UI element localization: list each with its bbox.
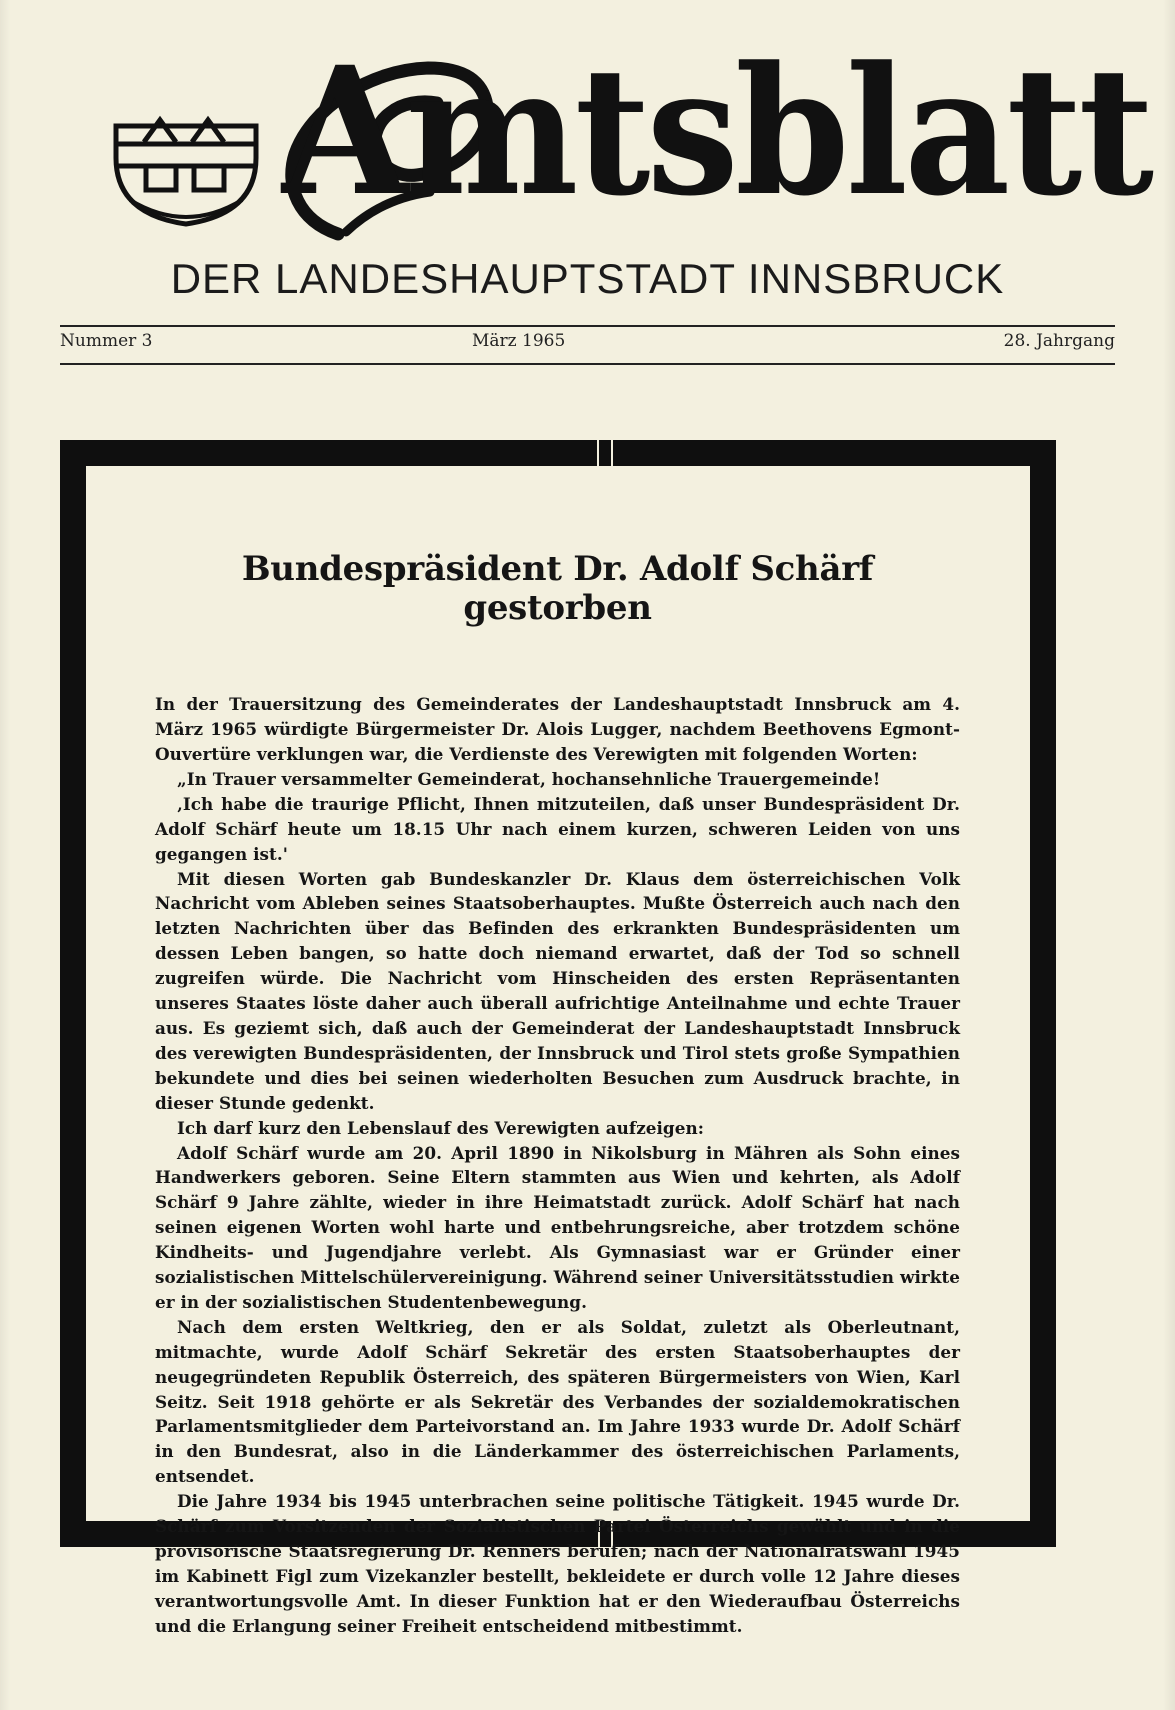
article-paragraph: Ich darf kurz den Lebenslauf des Verewigten aufzeigen: — [177, 1117, 704, 1138]
article-paragraph: Die Jahre 1934 bis 1945 unterbrachen seine politische Tätigkeit. 1945 wurde Dr. Schärf zum Vorsitzenden der Sozialistischen Partei Österreichs gewählt und in die provisorische Staatsregierung Dr. Renners berufen; nach der Nationalratswahl 1945 im Kabinett Figl zum Vizekanzler bestellt, bekleidete er durch volle 12 Jahre dieses verantwortungsvolle Amt. In dieser Funktion hat er den Wiederaufbau Österreichs und die Erlangung seiner Freiheit entscheidend mitbestimmt. — [155, 1491, 960, 1636]
article-paragraph: ‚Ich habe die traurige Pflicht, Ihnen mitzuteilen, daß unser Bundespräsident Dr. Adolf Schärf heute um 18.15 Uhr nach einem kurzen, schweren Leiden von uns gegangen ist.' — [155, 793, 960, 864]
article-paragraph: Nach dem ersten Weltkrieg, den er als Soldat, zuletzt als Oberleutnant, mitmachte, wurde Adolf Schärf Sekretär des ersten Staatsoberhauptes der neugegründeten Republik Österreich, des späteren Bürgermeisters von Wien, Karl Seitz. Seit 1918 gehörte er als Sekretär des Verbandes der sozialdemokratischen Parlamentsmitglieder dem Parteivorstand an. Im Jahre 1933 wurde Dr. Adolf Schärf in den Bundesrat, also in die Länderkammer des österreichischen Parlaments, entsendet. — [155, 1316, 960, 1487]
article-headline: Bundespräsident Dr. Adolf Schärf gestorben — [241, 549, 874, 629]
masthead-divider-top — [60, 325, 1115, 327]
masthead — [0, 0, 1175, 380]
article-body — [155, 692, 960, 1638]
article-paragraph: „In Trauer versammelter Gemeinderat, hochansehnliche Trauergemeinde! — [177, 768, 881, 789]
masthead-title: Amtsblatt — [282, 28, 1151, 235]
frame-tick — [597, 440, 599, 466]
innsbruck-crest-icon — [110, 108, 262, 230]
masthead-subtitle: DER LANDESHAUPTSTADT INNSBRUCK — [170, 255, 1005, 302]
masthead-divider-bottom — [60, 363, 1115, 365]
issue-date: März 1965 — [472, 331, 566, 351]
frame-tick — [611, 440, 613, 466]
article-paragraph: Mit diesen Worten gab Bundeskanzler Dr. Klaus dem österreichischen Volk Nachricht vom Ableben seines Staatsoberhauptes. Mußte Österreich auch nach den letzten Nachrichten über das Befinden des erkrankten Bundespräsidenten um dessen Leben bangen, so hatte doch niemand erwartet, daß der Tod so schnell zugreifen würde. Die Nachricht vom Hinscheiden des ersten Repräsentanten unseres Staates löste daher auch überall aufrichtige Anteilnahme und echte Trauer aus. Es geziemt sich, daß auch der Gemeinderat der Landeshauptstadt Innsbruck des verewigten Bundespräsidenten, der Innsbruck und Tirol stets große Sympathien bekundete und dies bei seinen wiederholten Besuchen zum Ausdruck brachte, in dieser Stunde gedenkt. — [155, 868, 960, 1113]
issue-volume: 28. Jahrgang — [1003, 331, 1115, 351]
article-paragraph: Adolf Schärf wurde am 20. April 1890 in Nikolsburg in Mähren als Sohn eines Handwerkers geboren. Seine Eltern stammten aus Wien und kehrten, als Adolf Schärf 9 Jahre zählte, wieder in ihre Heimatstadt zurück. Adolf Schärf hat nach seinen eigenen Worten wohl harte und entbehrungsreiche, aber trotzdem schöne Kindheits- und Jugendjahre verlebt. Als Gymnasiast war er Gründer einer sozialistischen Mittelschülervereinigung. Während seiner Universitätsstudien wirkte er in der sozialistischen Studentenbewegung. — [155, 1142, 960, 1312]
obituary-article — [155, 550, 960, 1639]
article-paragraph: In der Trauersitzung des Gemeinderates der Landeshauptstadt Innsbruck am 4. März 1965 würdigte Bürgermeister Dr. Alois Lugger, nachdem Beethovens Egmont-Ouvertüre verklungen war, die Verdienste des Verewigten mit folgenden Worten: — [155, 694, 960, 764]
issue-number: Nummer 3 — [60, 331, 153, 351]
